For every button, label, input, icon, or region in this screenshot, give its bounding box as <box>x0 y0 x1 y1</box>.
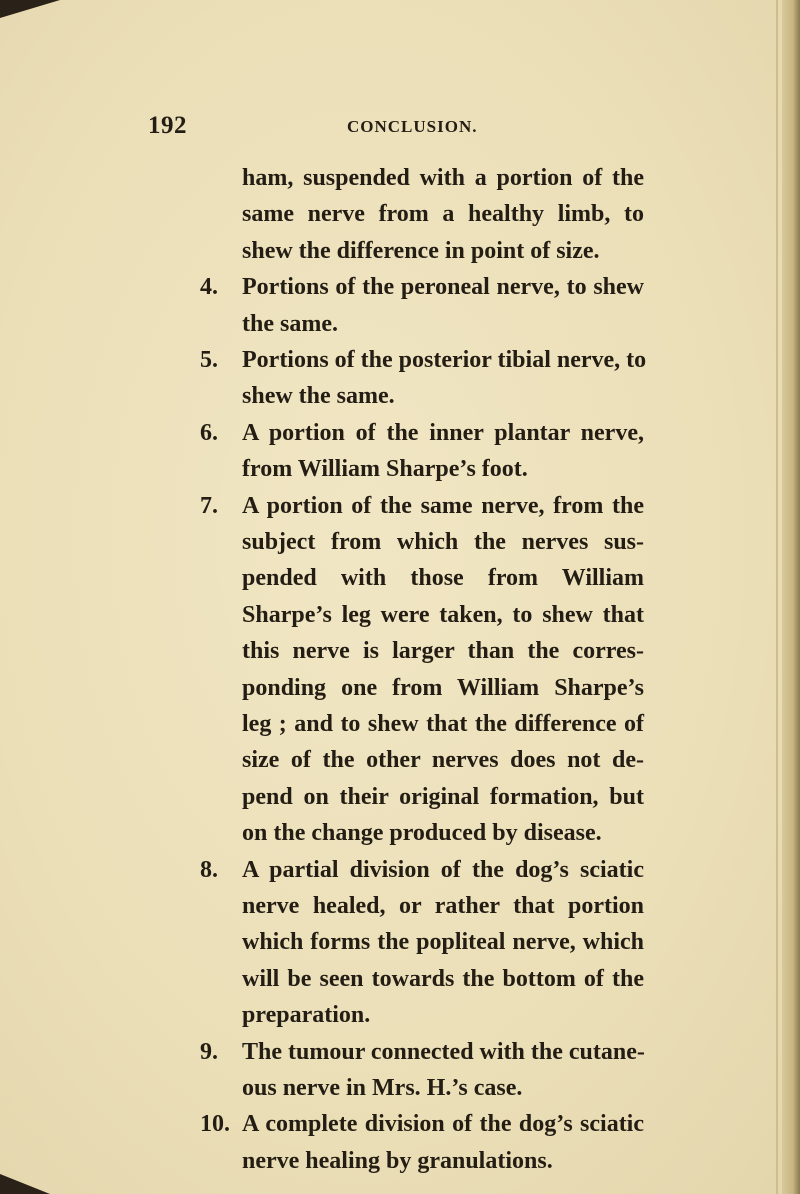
item-number: 5. <box>200 347 218 373</box>
line-text: same nerve from a healthy limb, to <box>242 201 644 228</box>
text-line <box>0 888 800 924</box>
text-line <box>0 196 800 232</box>
line-text: the same. <box>242 310 338 337</box>
text-line <box>0 1070 800 1106</box>
line-text: The tumour connected with the cutane- <box>242 1038 645 1065</box>
line-text: ponding one from William Sharpe’s <box>242 674 644 701</box>
line-text: shew the difference in point of size. <box>242 237 600 264</box>
line-text: shew the same. <box>242 383 395 410</box>
text-line <box>0 1143 800 1179</box>
text-line <box>0 924 800 960</box>
line-text: pend on their original formation, but <box>242 783 644 810</box>
text-line <box>0 233 800 269</box>
scan-corner-top <box>0 0 60 18</box>
line-text: A complete division of the dog’s sciatic <box>242 1111 644 1138</box>
text-line <box>0 560 800 596</box>
item-number: 10. <box>200 1111 230 1138</box>
item-number: 8. <box>200 856 218 883</box>
line-text: on the change produced by disease. <box>242 820 602 847</box>
text-line <box>0 815 800 851</box>
text-line <box>0 1034 800 1070</box>
line-text: nerve healed, or rather that portion <box>242 893 644 919</box>
text-line <box>0 415 800 451</box>
line-text: preparation. <box>242 1002 371 1029</box>
text-line <box>0 779 800 815</box>
item-number: 7. <box>200 492 218 519</box>
page-header <box>0 112 800 142</box>
text-line <box>0 742 800 778</box>
text-line <box>0 597 800 633</box>
line-text: from William Sharpe’s foot. <box>242 456 528 483</box>
running-head: CONCLUSION. <box>347 117 478 136</box>
line-text: A portion of the same nerve, from the <box>242 492 644 519</box>
page-number: 192 <box>148 112 187 139</box>
text-line <box>0 524 800 560</box>
text-line <box>0 852 800 888</box>
line-text: ham, suspended with a portion of the <box>242 165 644 191</box>
text-line <box>0 269 800 305</box>
text-line <box>0 670 800 706</box>
text-line <box>0 488 800 524</box>
line-text: this nerve is larger than the corres- <box>242 638 644 665</box>
line-text: ous nerve in Mrs. H.’s case. <box>242 1075 523 1101</box>
item-number: 9. <box>200 1038 218 1065</box>
text-line <box>0 997 800 1033</box>
line-text: Portions of the posterior tibial nerve, to <box>242 347 647 373</box>
item-number: 4. <box>200 274 218 301</box>
line-text: leg ; and to shew that the difference of <box>242 711 644 737</box>
line-text: will be seen towards the bottom of the <box>242 965 644 992</box>
text-line <box>0 1106 800 1142</box>
line-text: size of the other nerves does not de- <box>242 747 644 774</box>
text-line <box>0 451 800 487</box>
text-line <box>0 961 800 997</box>
line-text: A partial division of the dog’s sciatic <box>242 856 644 883</box>
line-text: subject from which the nerves sus- <box>242 529 644 555</box>
text-line <box>0 706 800 742</box>
line-text: Sharpe’s leg were taken, to shew that <box>242 601 644 628</box>
text-line <box>0 306 800 342</box>
text-line <box>0 633 800 669</box>
text-line <box>0 342 800 378</box>
text-line <box>0 378 800 414</box>
line-text: pended with those from William <box>242 565 644 592</box>
line-text: which forms the popliteal nerve, which <box>242 929 644 956</box>
line-text: A portion of the inner plantar nerve, <box>242 419 644 446</box>
line-text: Portions of the peroneal nerve, to shew <box>242 274 644 301</box>
line-text: nerve healing by granulations. <box>242 1147 553 1174</box>
item-number: 6. <box>200 419 218 446</box>
text-line <box>0 160 800 196</box>
